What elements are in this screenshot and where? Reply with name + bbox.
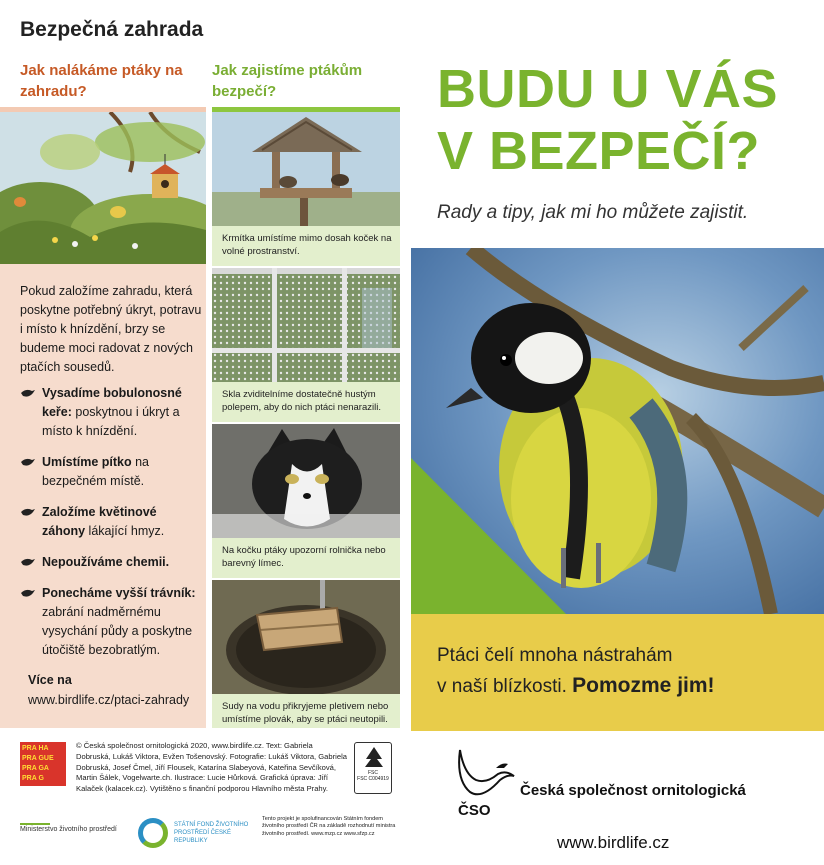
bullet-rest: lákající hmyz. (85, 524, 165, 538)
attract-question-heading: Jak nalákáme ptáky na zahradu? (20, 62, 183, 100)
banner-line-2-text: v naší blízkosti. (437, 676, 567, 697)
praha-logo-line: PRA HA (22, 745, 49, 752)
praha-logo-line: PRA G (22, 775, 44, 782)
list-item (20, 584, 202, 660)
sfzp-label: STÁTNÍ FOND ŽIVOTNÍHO PROSTŘEDÍ ČESKÉ REPUBLIKY (174, 822, 249, 844)
headline-line-2: V BEZPEČÍ? (437, 121, 761, 181)
barrel-caption: Sudy na vodu přikryjeme pletivem nebo umístíme plovák, aby se ptáci neutopili. (212, 694, 400, 728)
praha-logo-text (22, 744, 66, 784)
cso-full-name: Česká společnost ornitologická (520, 782, 746, 799)
banner-strong: Pomozme jim! (572, 674, 715, 697)
bird-bullet-icon (20, 456, 36, 468)
list-item (20, 553, 202, 572)
glass-window-photo (212, 268, 400, 382)
feeder-caption: Krmítka umístíme mimo dosah koček na volné prostranství. (212, 226, 400, 266)
garden-illustration (0, 112, 206, 264)
more-info (28, 670, 189, 710)
ministry-label: Ministerstvo životního prostředí (20, 826, 117, 833)
bird-bullet-icon (20, 556, 36, 568)
bullet-rest: na bezpečném místě. (42, 455, 149, 488)
fsc-logo (354, 742, 392, 794)
fsc-tree-icon (356, 745, 392, 769)
garden-intro-text: Pokud založíme zahradu, která poskytne potřebný úkryt, potravu i místo k hnízdění, brzy se budeme moci radovat z nových ptačích sousedů. (20, 284, 202, 374)
bullet-bold: Umístíme pítko (42, 455, 132, 469)
safety-question-heading: Jak zajistíme ptákům bezpečí? (212, 62, 363, 100)
bird-bullet-icon (20, 387, 36, 399)
bullet-bold: Ponecháme vyšší trávník: (42, 586, 196, 600)
praha-logo-line: PRA GA (22, 765, 49, 772)
bullet-bold: Založíme květinové záhony (42, 505, 157, 538)
bullet-rest: poskytnou i úkryt a místo k hnízdění. (42, 405, 180, 438)
cat-caption: Na kočku ptáky upozorní rolnička nebo barevný límec. (212, 538, 400, 578)
cat-photo (212, 424, 400, 538)
bullet-bold: Nepoužíváme chemii. (42, 555, 170, 569)
ministry-logo-mark (20, 823, 50, 825)
headline-subtitle: Rady a tipy, jak mi ho můžete zajistit. (437, 202, 749, 223)
bird-bullet-icon (20, 587, 36, 599)
banner-text (437, 641, 817, 702)
fsc-text (356, 770, 390, 782)
praha-logo-line: PRA GUE (22, 755, 54, 762)
banner-line-2 (437, 671, 817, 702)
list-item (20, 503, 202, 541)
cso-website-link[interactable]: www.birdlife.cz (557, 833, 670, 852)
list-item (20, 453, 202, 491)
great-tit-photo (411, 248, 824, 614)
bullet-bold: Vysadíme bobulonosné keře: (42, 386, 182, 419)
garden-tips-list (20, 384, 202, 672)
bird-feeder-photo (212, 112, 400, 226)
sfzp-logo-icon (138, 818, 168, 848)
fsc-label: FSC (368, 770, 378, 776)
more-info-link[interactable]: www.birdlife.cz/ptaci-zahrady (28, 693, 190, 707)
fsc-code: FSC C004919 (357, 776, 389, 782)
list-item (20, 384, 202, 441)
glass-caption: Skla zviditelníme dostatečně hustým polepem, aby do nich ptáci nenarazili. (212, 382, 400, 422)
more-info-label: Více na (28, 673, 72, 687)
funding-note: Tento projekt je spolufinancován Státním fondem životního prostředí ČR na základě rozhodnutí ministra životního prostředí. www.mzp.cz www.sfzp.cz (262, 816, 396, 837)
banner-line-1: Ptáci čelí mnoha nástrahám (437, 645, 673, 666)
headline-line-1: BUDU U VÁS (437, 59, 779, 119)
water-barrel-photo (212, 580, 400, 694)
main-headline (437, 58, 817, 182)
leaflet-section-title: Bezpečná zahrada (20, 18, 204, 41)
credits-text: © Česká společnost ornitologická 2020, www.birdlife.cz. Text: Gabriela Dobruská, Lukáš Viktora, Evžen Tošenovský. Fotografie: Lukáš Viktora, Gabriela Dobruská, Josef Čmel, Jiří Flousek, Katarína Slabeyová, Kateřina Sevčíková, Martin Šálek, Vogelwarte.ch. Ilustrace: Lucie Hůrková. Grafická úprava: Jiří Kalaček (kalacek.cz). Vytištěno s finanční podporou Hlavního města Prahy. (76, 741, 347, 794)
bird-bullet-icon (20, 506, 36, 518)
bullet-rest: zabrání nadměrnému vysychání půdy a poskytne útočiště bezobratlým. (42, 605, 193, 657)
cso-abbreviation: ČSO (458, 802, 491, 819)
